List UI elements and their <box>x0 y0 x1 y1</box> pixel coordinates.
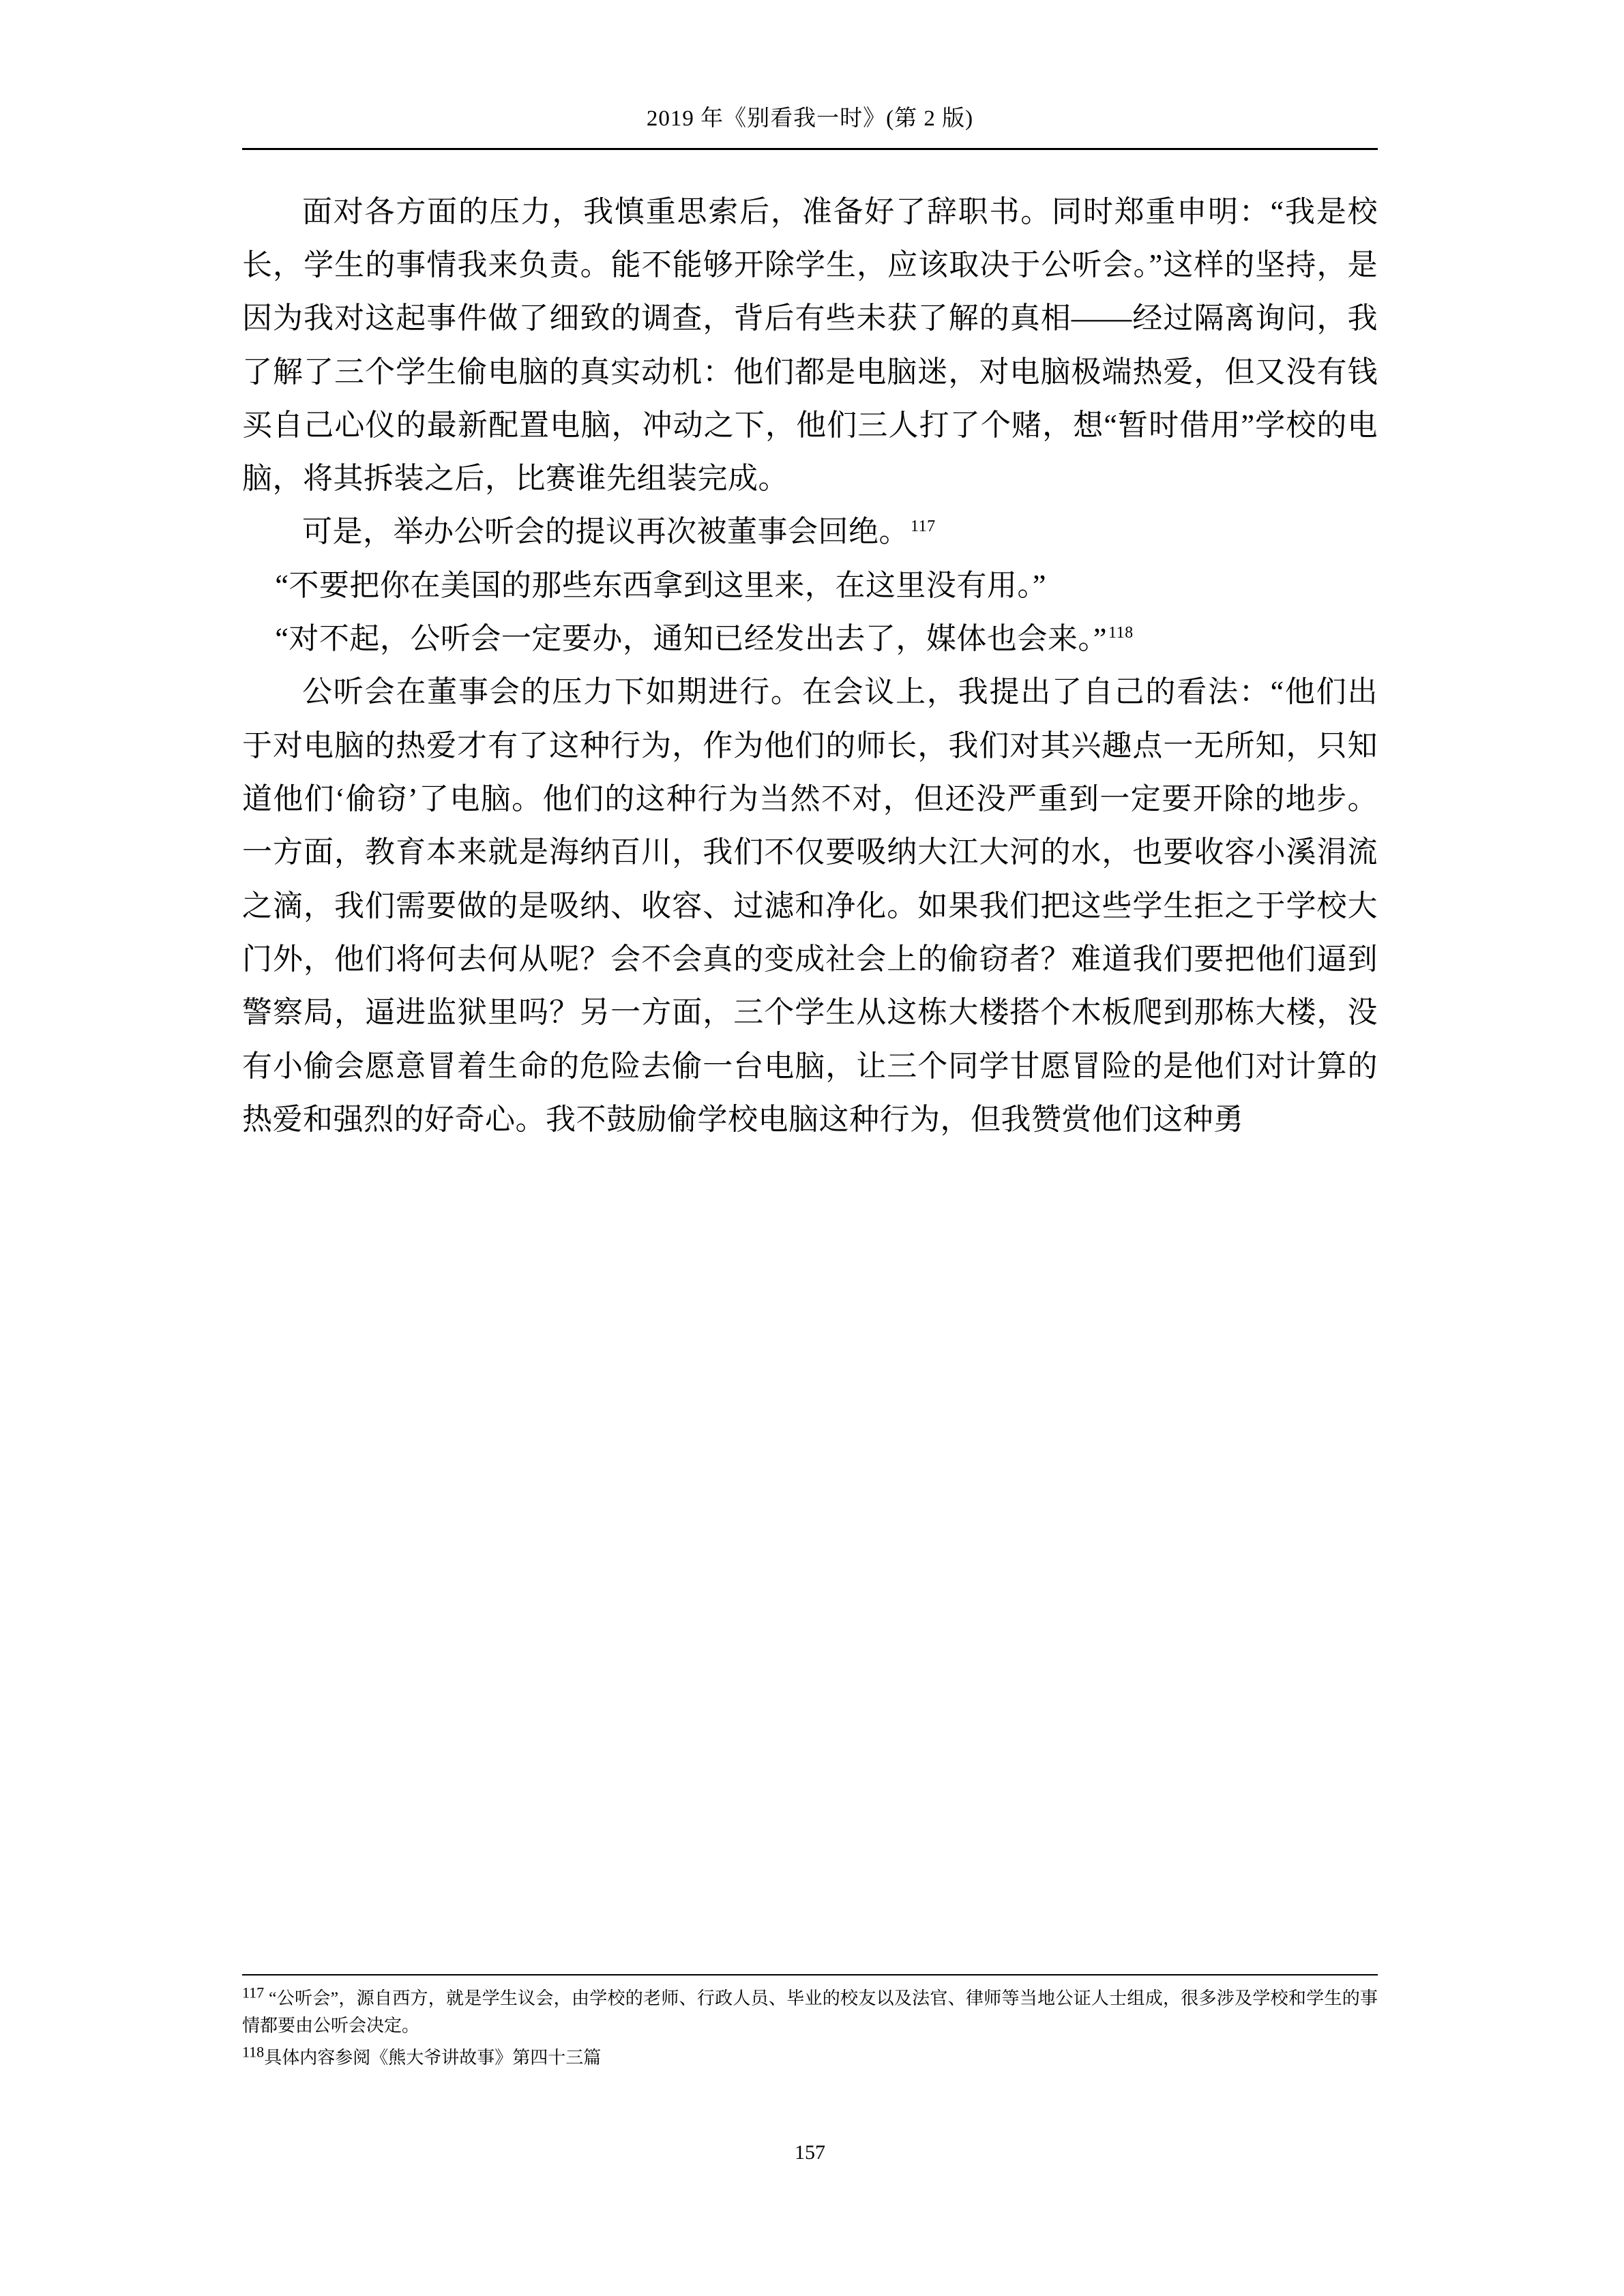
paragraph-text: 面对各方面的压力，我慎重思索后，准备好了辞职书。同时郑重申明：“我是校长，学生的事情我来负责。能不能够开除学生，应该取决于公听会。”这样的坚持，是因为我对这起事件做了细致的调查，背后有些未获了解的真相——经过隔离询问，我了解了三个学生偷电脑的真实动机：他们都是电脑迷，对电脑极端热爱，但又没有钱买自己心仪的最新配置电脑，冲动之下，他们三人打了个赌，想“暂时借用”学校的电脑，将其拆装之后，比赛谁先组装完成。 <box>242 194 1378 496</box>
footnote-item <box>242 1985 1378 2040</box>
paragraph <box>242 666 1378 1146</box>
footnote-reference-118[interactable]: 118 <box>1108 624 1134 642</box>
paragraph-text: 公听会在董事会的压力下如期进行。在会议上，我提出了自己的看法：“他们出于对电脑的热爱才有了这种行为，作为他们的师长，我们对其兴趣点一无所知，只知道他们‘偷窃’了电脑。他们的这种行为当然不对，但还没严重到一定要开除的地步。一方面，教育本来就是海纳百川，我们不仅要吸纳大江大河的水，也要收容小溪涓流之滴，我们需要做的是吸纳、收容、过滤和净化。如果我们把这些学生拒之于学校大门外，他们将何去何从呢？会不会真的变成社会上的偷窃者？难道我们要把他们逼到警察局，逼进监狱里吗？另一方面，三个学生从这栋大楼搭个木板爬到那栋大楼，没有小偷会愿意冒着生命的危险去偷一台电脑，让三个同学甘愿冒险的是他们对计算的热爱和强烈的好奇心。我不鼓励偷学校电脑这种行为，但我赞赏他们这种勇 <box>242 675 1378 1136</box>
paragraph <box>242 185 1378 506</box>
header-divider <box>242 148 1378 150</box>
footnote-text: 具体内容参阅《熊大爷讲故事》第四十三篇 <box>264 2047 602 2068</box>
page-number: 157 <box>795 2141 825 2164</box>
page-content <box>242 0 1378 2296</box>
footnote-marker: 117 <box>242 1984 265 2001</box>
paragraph-text: 可是，举办公听会的提议再次被董事会回绝。 <box>302 515 909 549</box>
paragraph <box>242 612 1378 666</box>
footnote-area <box>242 1974 1378 2072</box>
footnote-text: “公听会”，源自西方，就是学生议会，由学校的老师、行政人员、毕业的校友以及法官、律师等当地公证人士组成，很多涉及学校和学生的事情都要由公听会决定。 <box>242 1988 1378 2036</box>
footnote-marker: 118 <box>242 2042 265 2060</box>
paragraph <box>242 559 1378 612</box>
running-header <box>242 0 1378 150</box>
paragraph-text: “对不起，公听会一定要办，通知已经发出去了，媒体也会来。” <box>275 622 1107 656</box>
footnote-divider <box>242 1974 1378 1976</box>
body-text <box>242 185 1378 1147</box>
paragraph <box>242 505 1378 558</box>
footnote-item <box>242 2044 1378 2072</box>
running-header-title: 2019 年《别看我一时》(第 2 版) <box>646 106 974 131</box>
paragraph-text: “不要把你在美国的那些东西拿到这里来，在这里没有用。” <box>275 568 1046 602</box>
footnote-reference-117[interactable]: 117 <box>911 517 936 535</box>
